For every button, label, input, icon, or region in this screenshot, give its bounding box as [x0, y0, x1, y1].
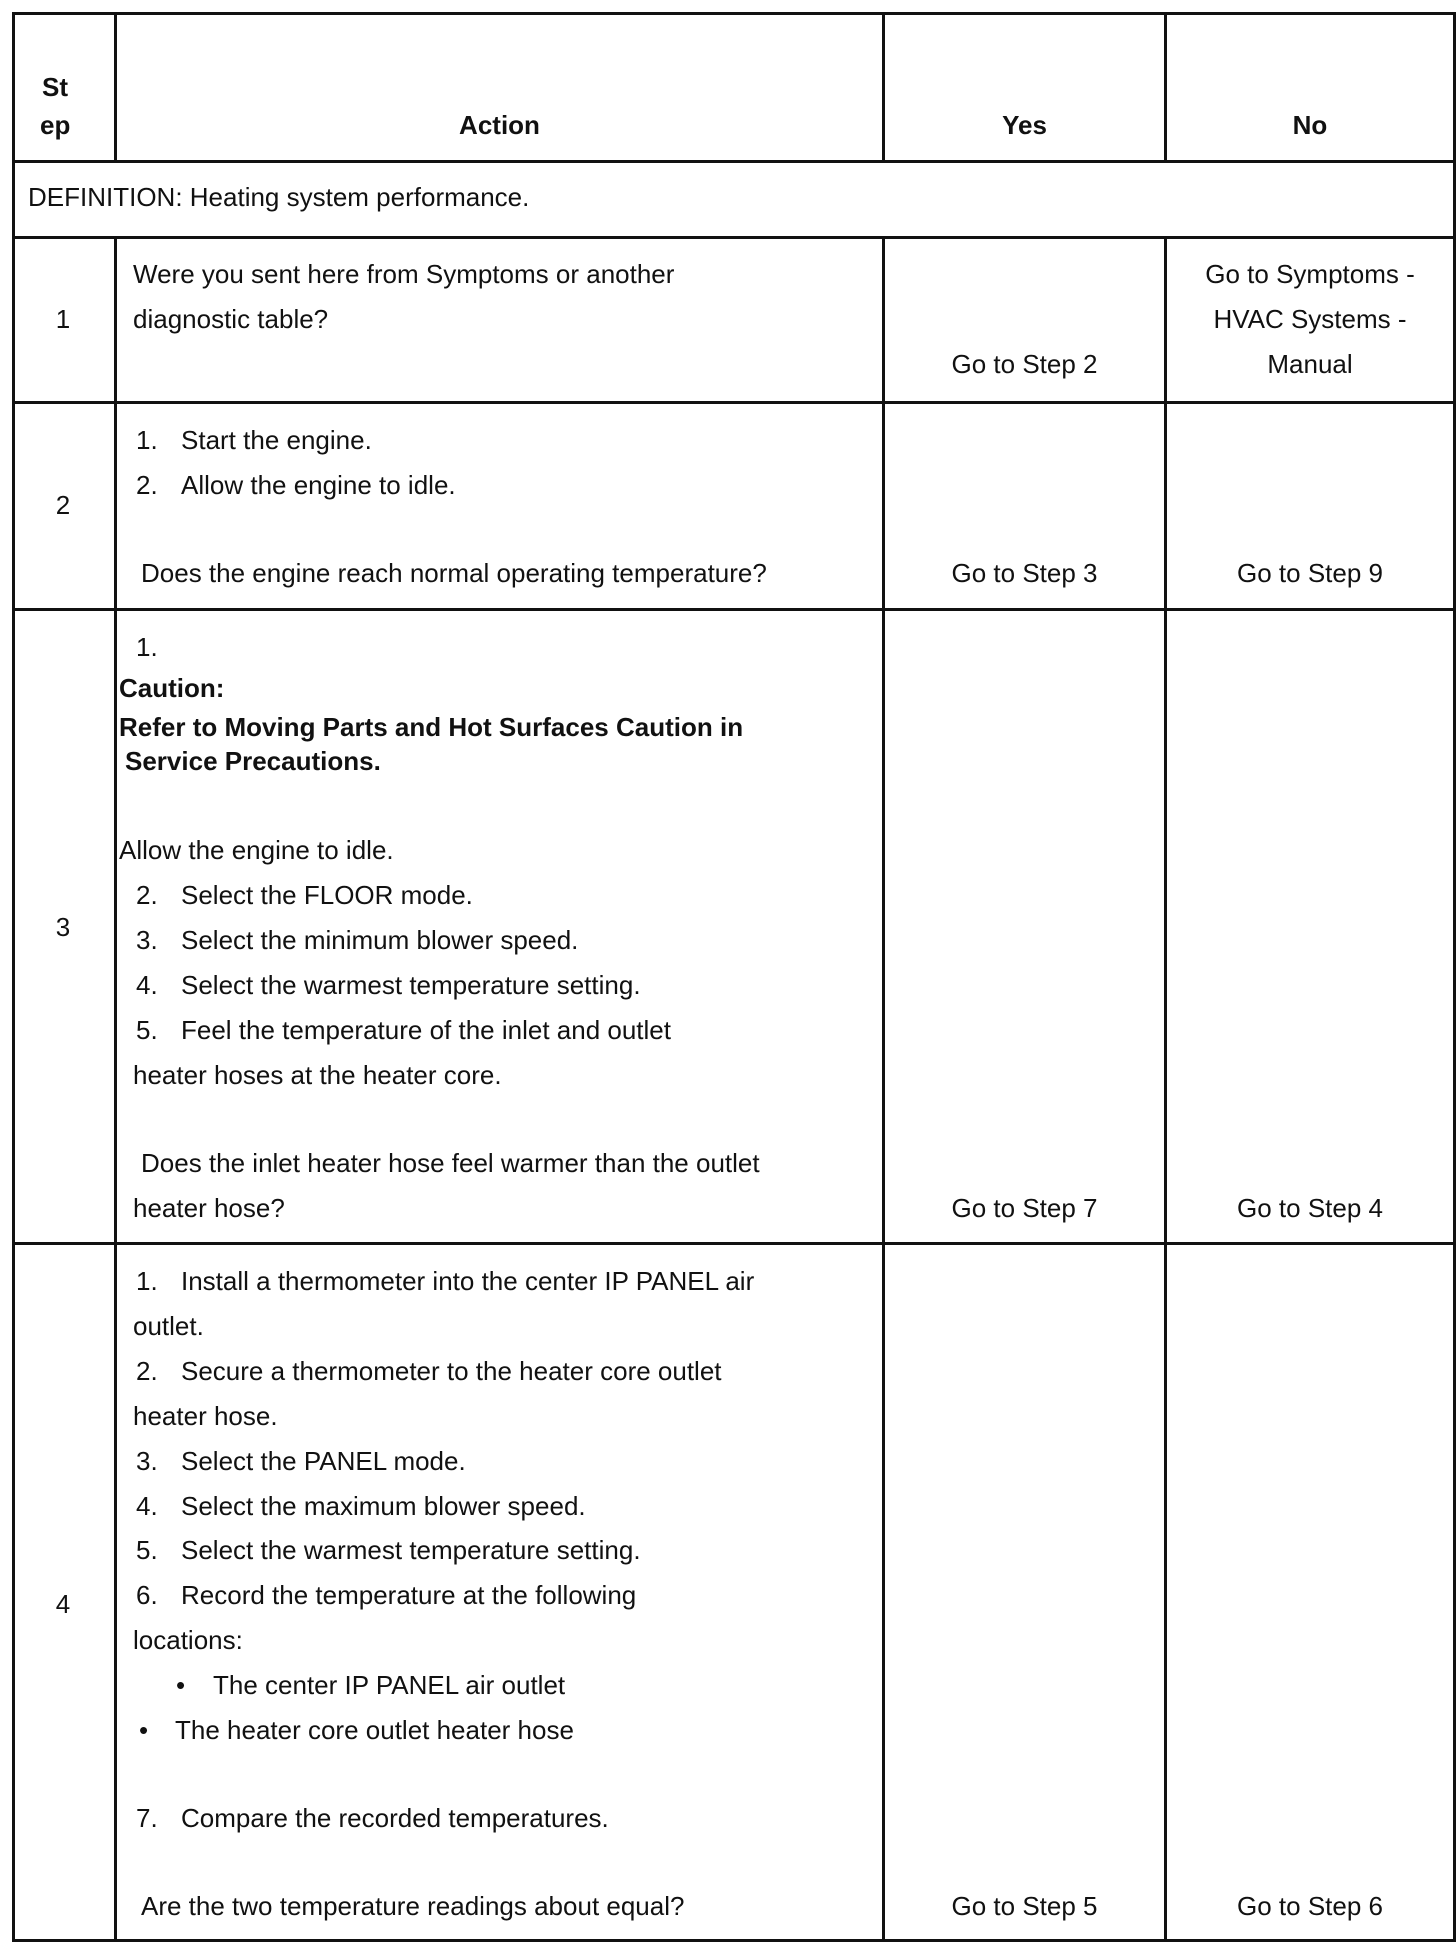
step-3-no: Go to Step 4: [1237, 1193, 1383, 1223]
header-divider: [12, 160, 1456, 163]
caution-text: Refer to Moving Parts and Hot Surfaces Caution in: [119, 712, 744, 742]
list-item-number: 7.: [136, 1803, 158, 1833]
diagnostic-table: [12, 12, 1456, 1944]
bullet-icon: •: [176, 1670, 186, 1700]
column-divider: [882, 236, 885, 1942]
list-item: Select the minimum blower speed.: [181, 925, 579, 955]
step-number: 4: [55, 1589, 71, 1619]
bullet-item: The center IP PANEL air outlet: [213, 1670, 566, 1700]
caution-text: Service Precautions.: [125, 746, 381, 776]
list-item: Compare the recorded temperatures.: [181, 1803, 609, 1833]
list-item-number: 1.: [136, 425, 158, 455]
list-item: Record the temperature at the following: [181, 1580, 637, 1610]
step-1-no: Manual: [1267, 349, 1353, 379]
column-divider: [114, 236, 117, 1942]
table-border-left: [12, 12, 15, 1942]
list-item: Start the engine.: [181, 425, 372, 455]
list-item-number: 1.: [136, 1266, 158, 1296]
list-item-continuation: outlet.: [133, 1311, 204, 1341]
list-item-number: 5.: [136, 1535, 158, 1565]
list-item-number: 4.: [136, 1491, 158, 1521]
row-divider: [12, 401, 1456, 404]
step-3-question: heater hose?: [133, 1193, 285, 1223]
list-item-number: 2.: [136, 470, 158, 500]
step-3-yes: Go to Step 7: [951, 1193, 1098, 1223]
list-item-number: 2.: [136, 880, 158, 910]
list-item-number: 5.: [136, 1015, 158, 1045]
list-item: Feel the temperature of the inlet and outlet: [181, 1015, 671, 1045]
row-divider: [12, 1242, 1456, 1245]
bullet-item: The heater core outlet heater hose: [175, 1715, 574, 1745]
list-item-continuation: heater hoses at the heater core.: [133, 1060, 502, 1090]
list-item: Select the warmest temperature setting.: [181, 1535, 641, 1565]
column-divider: [1164, 236, 1167, 1942]
step-2-question: Does the engine reach normal operating temperature?: [141, 558, 767, 588]
step-1-no: Go to Symptoms -: [1205, 259, 1415, 289]
step-3-question: Does the inlet heater hose feel warmer than the outlet: [141, 1148, 760, 1178]
definition-text: DEFINITION: Heating system performance.: [28, 182, 530, 212]
list-item: Allow the engine to idle.: [119, 835, 394, 865]
list-item-number: 3.: [136, 925, 158, 955]
step-number: 1: [55, 304, 71, 334]
list-item: Secure a thermometer to the heater core outlet: [181, 1356, 722, 1386]
list-item-number: 1.: [136, 632, 158, 662]
bullet-icon: •: [139, 1715, 149, 1745]
caution-title: Caution:: [119, 673, 225, 703]
list-item: Install a thermometer into the center IP PANEL air: [181, 1266, 755, 1296]
step-4-no: Go to Step 6: [1237, 1891, 1383, 1921]
list-item: Select the warmest temperature setting.: [181, 970, 641, 1000]
list-item-number: 4.: [136, 970, 158, 1000]
list-item-continuation: locations:: [133, 1625, 243, 1655]
header-step-line2: ep: [40, 110, 71, 140]
header-action: Action: [459, 110, 540, 140]
list-item: Allow the engine to idle.: [181, 470, 456, 500]
step-2-yes: Go to Step 3: [951, 558, 1098, 588]
row-divider: [12, 608, 1456, 611]
step-1-yes: Go to Step 2: [951, 349, 1098, 379]
step-2-no: Go to Step 9: [1237, 558, 1383, 588]
step-1-action: diagnostic table?: [133, 304, 329, 334]
step-1-action: Were you sent here from Symptoms or another: [133, 259, 675, 289]
definition-divider: [12, 236, 1456, 239]
step-4-question: Are the two temperature readings about equal?: [141, 1891, 685, 1921]
list-item-number: 3.: [136, 1446, 158, 1476]
table-border-top: [12, 12, 1456, 15]
step-number: 3: [55, 912, 71, 942]
list-item-number: 6.: [136, 1580, 158, 1610]
table-border-bottom: [12, 1939, 1456, 1942]
header-yes: Yes: [1002, 110, 1047, 140]
list-item: Select the PANEL mode.: [181, 1446, 466, 1476]
list-item-number: 2.: [136, 1356, 158, 1386]
list-item-continuation: heater hose.: [133, 1401, 278, 1431]
header-no: No: [1292, 110, 1328, 140]
list-item: Select the FLOOR mode.: [181, 880, 473, 910]
step-4-yes: Go to Step 5: [951, 1891, 1098, 1921]
step-1-no: HVAC Systems -: [1213, 304, 1407, 334]
step-number: 2: [55, 490, 71, 520]
header-step-line1: St: [42, 72, 68, 102]
list-item: Select the maximum blower speed.: [181, 1491, 586, 1521]
